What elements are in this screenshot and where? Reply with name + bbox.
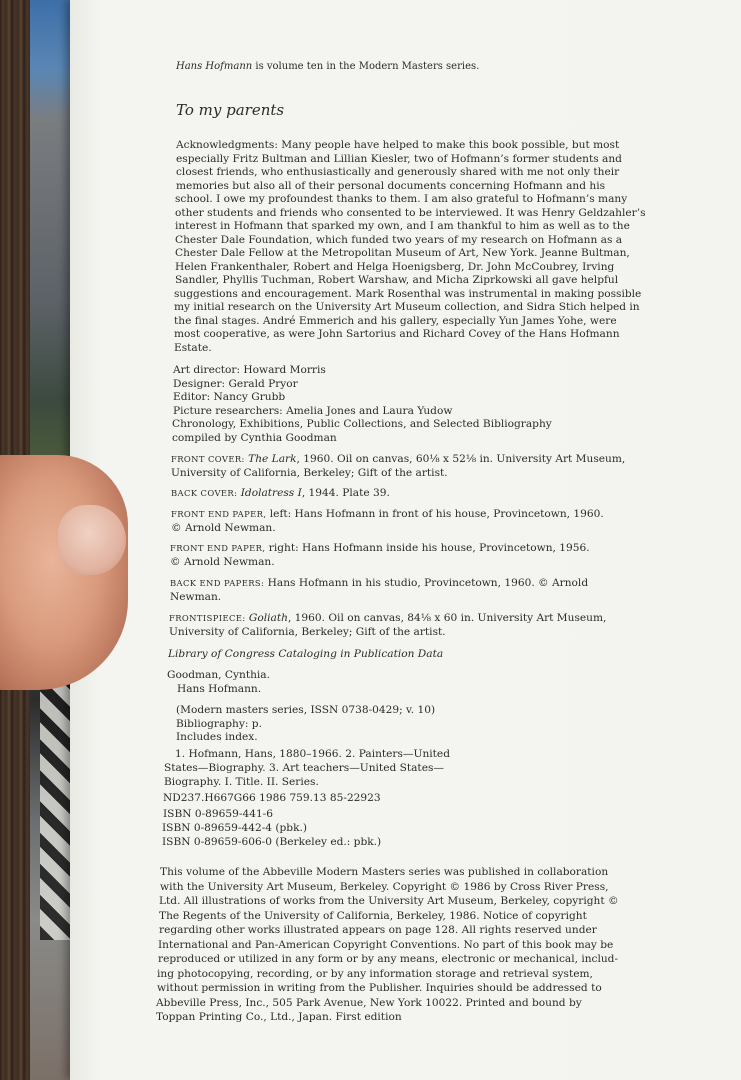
cip-line: States—Biography. 3. Art teachers—United States—	[164, 762, 444, 774]
credit-line: Art director: Howard Morris	[173, 364, 326, 376]
copyright-line: Ltd. All illustrations of works from the University Art Museum, Berkeley, copyright ©	[159, 895, 619, 907]
cip-line: ISBN 0-89659-441-6	[163, 808, 274, 820]
ack-line: my initial research on the University Art Museum collection, and Sidra Stich helped in	[174, 301, 640, 313]
thumbnail	[58, 505, 126, 575]
ack-line: Helen Frankenthaler, Robert and Helga Hoenigsberg, Dr. John McCoubrey, Irving	[175, 260, 615, 273]
credit-line: Editor: Nancy Grubb	[173, 391, 286, 403]
ack-line: the final stages. André Emmerich and his gallery, especially Yun James Yohe, were	[174, 314, 617, 327]
ack-line: other students and friends who consented to be interviewed. It was Henry Geldzahler’s	[175, 206, 646, 219]
copyright-line: International and Pan-American Copyright Conventions. No part of this book may be	[158, 938, 614, 951]
credit-line: Picture researchers: Amelia Jones and Laura Yudow	[173, 404, 453, 417]
cip-line: ISBN 0-89659-606-0 (Berkeley ed.: pbk.)	[162, 836, 382, 848]
credit-line: compiled by Cynthia Goodman	[172, 431, 337, 444]
copyright-line: The Regents of the University of California, Berkeley, 1986. Notice of copyright	[159, 909, 587, 922]
cip-line: Includes index.	[176, 731, 258, 743]
ack-line: Estate.	[174, 341, 212, 354]
cip-line: (Modern masters series, ISSN 0738-0429; v. 10)	[176, 704, 436, 716]
caption-title: Idolatress I	[240, 487, 302, 499]
copyright-line: regarding other works illustrated appears on page 128. All rights reserved under	[159, 924, 597, 936]
cip-line: 1. Hofmann, Hans, 1880–1966. 2. Painters—United	[175, 748, 450, 760]
cip-line: Bibliography: p.	[176, 717, 262, 730]
cip-line: Biography. I. Title. II. Series.	[164, 776, 319, 788]
caption-label: FRONT COVER:	[171, 454, 245, 464]
copyright-line: with the University Art Museum, Berkeley. Copyright © 1986 by Cross River Press,	[160, 880, 609, 893]
caption-label: FRONTISPIECE:	[169, 613, 246, 623]
ack-line: suggestions and encouragement. Mark Rosenthal was instrumental in making possible	[174, 287, 642, 300]
series-line: Hans Hofmann is volume ten in the Modern Masters series.	[176, 61, 480, 72]
ack-line: especially Fritz Bultman and Lillian Kiesler, two of Hofmann’s former students and	[176, 152, 622, 165]
caption-label: BACK END PAPERS:	[170, 578, 265, 588]
ack-line: most cooperative, as were John Sartorius and Richard Covey of the Hans Hofmann	[174, 328, 620, 340]
cip-line: Goodman, Cynthia.	[167, 669, 270, 681]
caption-title: Goliath	[248, 612, 288, 624]
copyright-line: Abbeville Press, Inc., 505 Park Avenue, New York 10022. Printed and bound by	[156, 996, 582, 1009]
ack-line: Acknowledgments: Many people have helped to make this book possible, but most	[176, 139, 620, 151]
ack-line: Chester Dale Fellow at the Metropolitan Museum of Art, New York. Jeanne Bultman,	[175, 247, 630, 259]
thumb	[0, 455, 128, 690]
cip-line: Hans Hofmann.	[177, 682, 262, 695]
credit-line: Chronology, Exhibitions, Public Collections, and Selected Bibliography	[172, 418, 552, 430]
cip-heading: Library of Congress Cataloging in Publication Data	[168, 648, 444, 660]
copyright-line: This volume of the Abbeville Modern Masters series was published in collaboration	[160, 866, 609, 878]
dedication: To my parents	[176, 101, 285, 119]
cip-line: ND237.H667G66 1986 759.13 85-22923	[163, 792, 381, 804]
ack-line: school. I owe my profoundest thanks to them. I am also grateful to Hofmann’s many	[175, 193, 628, 205]
ack-line: interest in Hofmann that sparked my own, and I am thankful to him as well as to the	[175, 220, 630, 232]
ack-line: closest friends, who enthusiastically and generously shared with me not only their	[176, 166, 620, 178]
ack-line: Sandler, Phyllis Tuchman, Robert Warshaw, and Micha Ziprkowski all gave helpful	[175, 274, 619, 286]
credit-line: Designer: Gerald Pryor	[173, 377, 298, 390]
ack-line: Chester Dale Foundation, which funded two years of my research on Hofmann as a	[175, 233, 623, 246]
caption-label: BACK COVER:	[171, 488, 238, 498]
copyright-line: Toppan Printing Co., Ltd., Japan. First edition	[156, 1011, 402, 1023]
ack-line: memories but also all of their personal documents concerning Hofmann and his	[176, 179, 606, 192]
cip-line: ISBN 0-89659-442-4 (pbk.)	[162, 822, 307, 834]
caption-label: FRONT END PAPER,	[171, 509, 267, 519]
copyright-line: reproduced or utilized in any form or by any means, electronic or mechanical, includ-	[158, 953, 619, 965]
caption-title: The Lark	[248, 453, 297, 465]
caption-label: FRONT END PAPER,	[170, 543, 266, 553]
copyright-line: ing photocopying, recording, or by any information storage and retrieval system,	[157, 967, 593, 980]
copyright-line: without permission in writing from the Publisher. Inquiries should be addressed to	[157, 982, 602, 994]
